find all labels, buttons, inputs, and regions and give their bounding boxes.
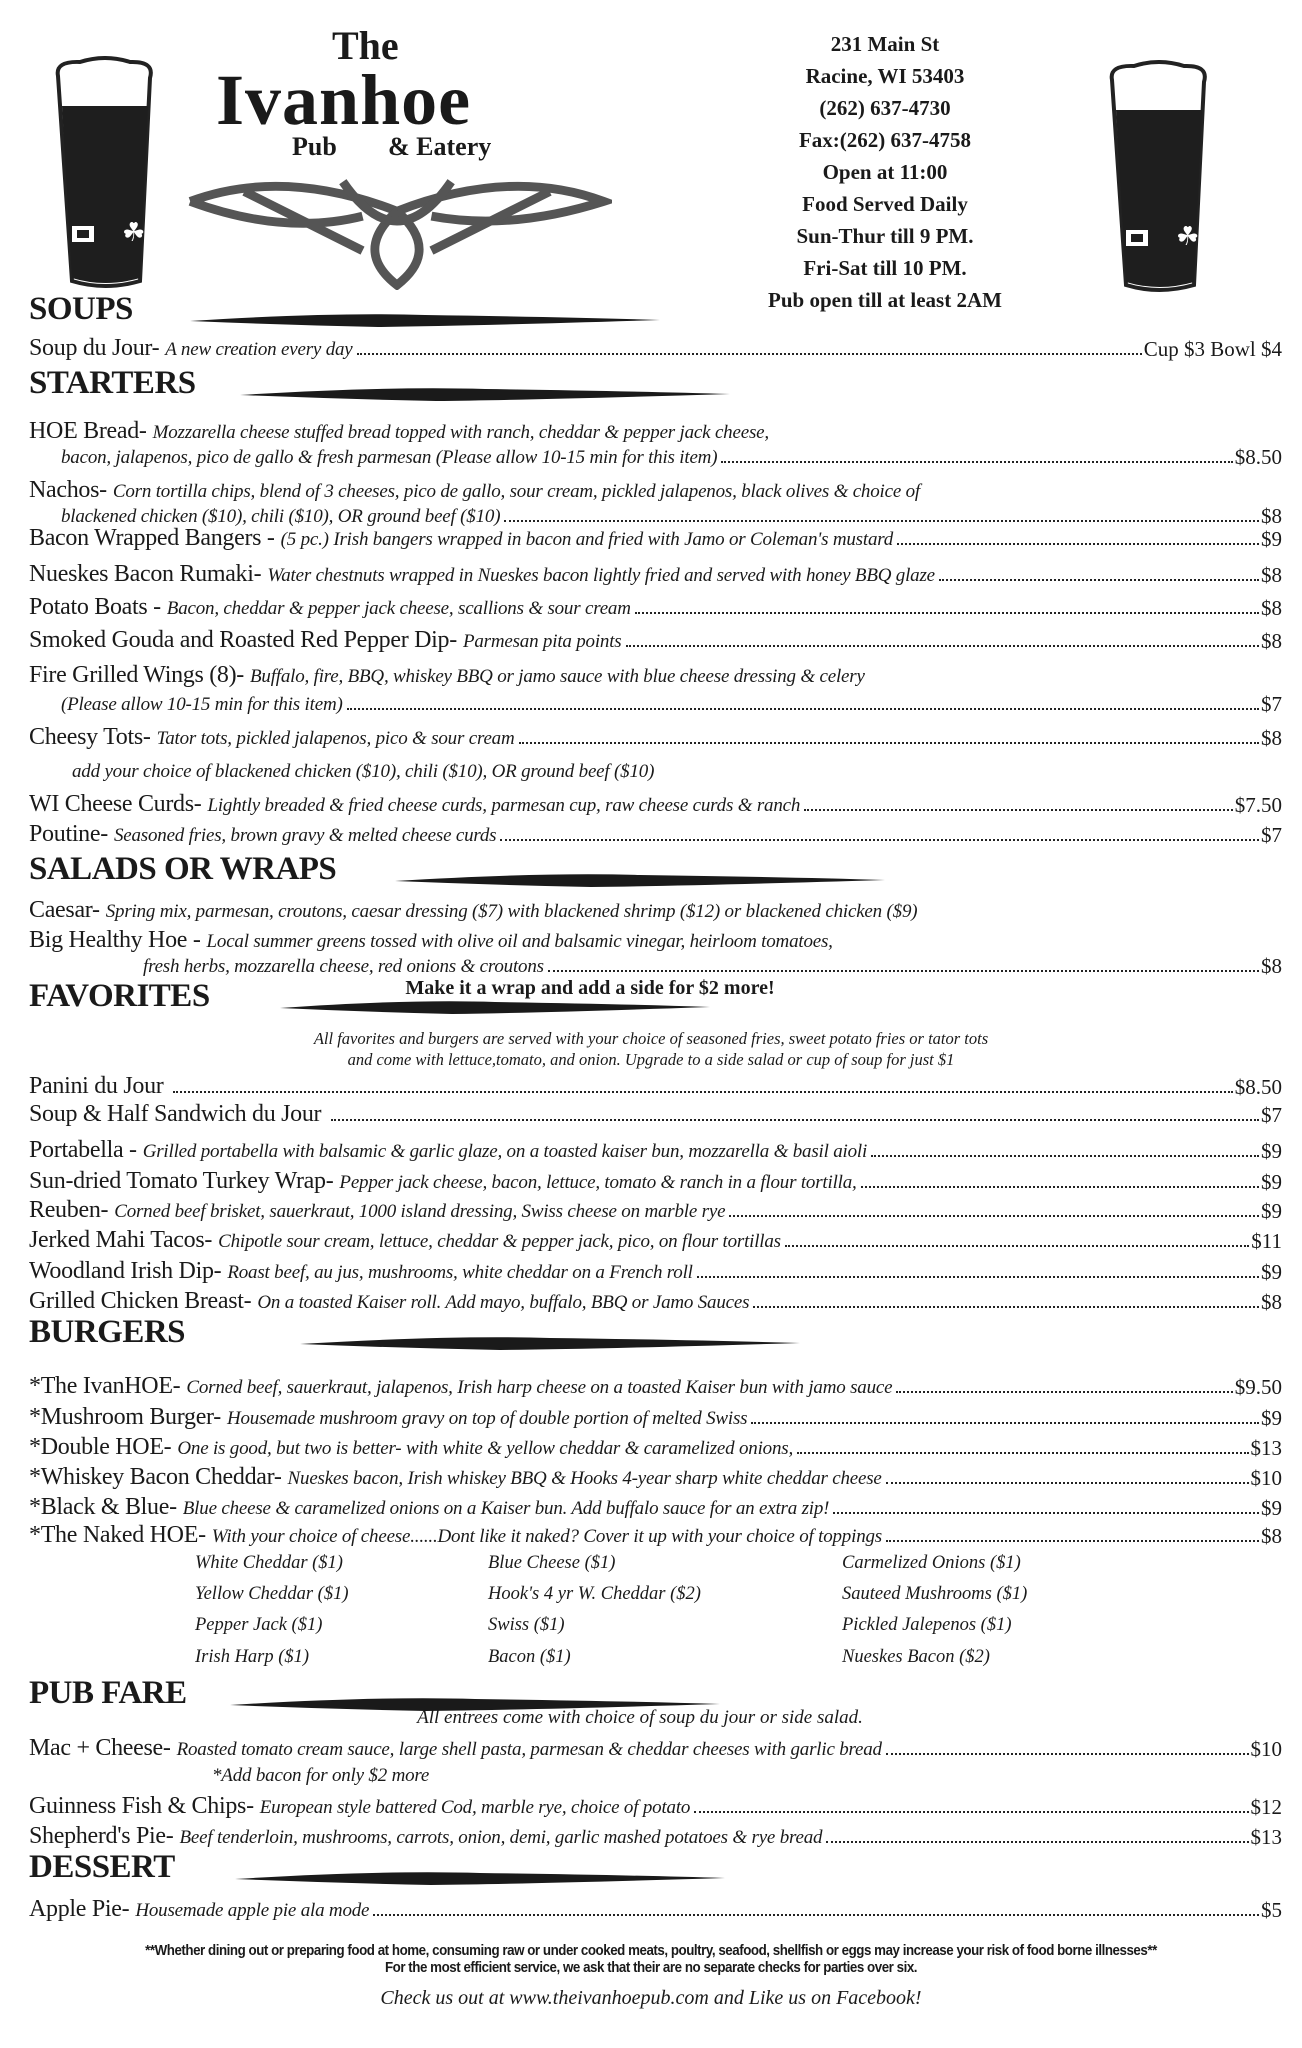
item-description: Lightly breaded & fried cheese curds, parmesan cup, raw cheese curds & ranch	[207, 795, 801, 817]
item-name: Guinness Fish & Chips-	[29, 1792, 254, 1819]
logo-eatery: & Eatery	[388, 132, 492, 161]
item-description: Parmesan pita points	[462, 631, 622, 653]
item-name: Sun-dried Tomato Turkey Wrap-	[29, 1167, 334, 1194]
item-note: add your choice of blackened chicken ($10), chili ($10), OR ground beef ($10)	[72, 761, 655, 783]
item-price: $8	[1261, 595, 1282, 620]
celtic-knot-logo	[182, 162, 612, 290]
logo-the: The	[332, 23, 399, 68]
menu-item	[29, 720, 1282, 750]
item-price: $10	[1250, 1736, 1282, 1761]
item-name: *The IvanHOE-	[29, 1372, 181, 1399]
menu-item	[29, 1490, 1282, 1520]
menu-item	[29, 1819, 1282, 1849]
menu-item-continued	[143, 948, 1282, 978]
menu-item-continued	[72, 753, 1282, 783]
dot-leader	[626, 645, 1260, 647]
beer-glass-icon	[50, 56, 160, 296]
topping-option: Yellow Cheddar ($1)	[195, 1584, 349, 1604]
item-price: $8.50	[1234, 444, 1282, 469]
item-price: $10	[1250, 1465, 1282, 1490]
dot-leader	[886, 1753, 1249, 1755]
dot-leader	[833, 1512, 1259, 1514]
item-price: $8	[1261, 562, 1282, 587]
item-description: Housemade mushroom gravy on top of double portion of melted Swiss	[226, 1408, 748, 1430]
dot-leader	[886, 1540, 1259, 1542]
item-note: *Add bacon for only $2 more	[212, 1765, 430, 1787]
item-name: Potato Boats -	[29, 593, 161, 620]
topping-option: Sauteed Mushrooms ($1)	[842, 1584, 1028, 1604]
starters-heading: STARTERS	[29, 365, 196, 401]
dot-leader	[897, 543, 1259, 545]
item-price: $8	[1261, 1289, 1282, 1314]
item-price: $13	[1250, 1824, 1282, 1849]
topping-option: Swiss ($1)	[488, 1615, 565, 1635]
food-safety-warning: **Whether dining out or preparing food at home, consuming raw or under cooked meats, poultry, seafood, shellfish or eggs may increase your risk of food borne illnesses**	[145, 1943, 1157, 1959]
dot-leader	[804, 809, 1233, 811]
hours-line: Sun-Thur till 9 PM.	[796, 224, 974, 248]
menu-item	[29, 1789, 1282, 1819]
topping-option: Hook's 4 yr W. Cheddar ($2)	[488, 1584, 701, 1604]
item-price: $9	[1261, 1138, 1282, 1163]
item-description: On a toasted Kaiser roll. Add mayo, buffalo, BBQ or Jamo Sauces	[257, 1292, 750, 1314]
logo-name: Ivanhoe	[216, 60, 472, 140]
item-description: Blue cheese & caramelized onions on a Kaiser bun. Add buffalo sauce for an extra zip!	[182, 1498, 830, 1520]
item-name: Jerked Mahi Tacos-	[29, 1226, 213, 1253]
item-description: Grilled portabella with balsamic & garlic glaze, on a toasted kaiser bun, mozzarella & basil aioli	[142, 1141, 868, 1163]
item-description-continued: (Please allow 10-15 min for this item)	[61, 694, 343, 716]
item-name: Reuben-	[29, 1196, 109, 1223]
dot-leader	[826, 1841, 1248, 1843]
item-name: Nachos-	[29, 476, 107, 503]
menu-item	[29, 1097, 1282, 1127]
item-price: $9	[1261, 526, 1282, 551]
item-name: Soup du Jour-	[29, 334, 160, 361]
item-description: Chipotle sour cream, lettuce, cheddar & pepper jack, pico, on flour tortillas	[218, 1231, 781, 1253]
item-name: Apple Pie-	[29, 1895, 130, 1922]
item-price: Cup $3 Bowl $4	[1143, 336, 1282, 361]
menu-item	[29, 1069, 1282, 1099]
item-description: Tator tots, pickled jalapenos, pico & sour cream	[156, 728, 515, 750]
item-name: WI Cheese Curds-	[29, 790, 202, 817]
menu-item	[29, 893, 1282, 923]
dot-leader	[519, 742, 1259, 744]
item-description: Roast beef, au jus, mushrooms, white cheddar on a French roll	[227, 1262, 693, 1284]
topping-option: Pickled Jalepenos ($1)	[842, 1615, 1012, 1635]
item-name: Bacon Wrapped Bangers -	[29, 524, 275, 551]
topping-option: Pepper Jack ($1)	[195, 1615, 323, 1635]
svg-text:☘: ☘	[1176, 222, 1200, 251]
dot-leader	[886, 1482, 1249, 1484]
item-name: Smoked Gouda and Roasted Red Pepper Dip-	[29, 626, 457, 653]
item-price: $9	[1261, 1169, 1282, 1194]
item-price: $7	[1261, 822, 1282, 847]
item-name: *Whiskey Bacon Cheddar-	[29, 1463, 282, 1490]
item-price: $9.50	[1234, 1374, 1282, 1399]
favorites-heading: FAVORITES	[29, 978, 210, 1014]
brush-stroke-divider	[300, 1335, 800, 1351]
menu-item	[29, 1254, 1282, 1284]
item-description: Housemade apple pie ala mode	[135, 1900, 370, 1922]
item-price: $7	[1261, 1102, 1282, 1127]
item-description: Mozzarella cheese stuffed bread topped with ranch, cheddar & pepper jack cheese,	[152, 422, 769, 444]
item-name: Caesar-	[29, 896, 100, 923]
menu-item	[29, 1133, 1282, 1163]
item-name: Mac + Cheese-	[29, 1734, 171, 1761]
item-description: Spring mix, parmesan, croutons, caesar dressing ($7) with blackened shrimp ($12) or blackened chicken ($9)	[105, 901, 918, 923]
item-description: Corn tortilla chips, blend of 3 cheeses, pico de gallo, sour cream, pickled jalapenos, black olives & choice of	[112, 481, 921, 503]
dot-leader	[173, 1091, 1232, 1093]
item-name: *Double HOE-	[29, 1433, 172, 1460]
item-price: $9	[1261, 1495, 1282, 1520]
menu-item	[29, 1193, 1282, 1223]
item-name: *Mushroom Burger-	[29, 1403, 221, 1430]
menu-item	[29, 1518, 1282, 1548]
dot-leader	[373, 1914, 1259, 1916]
item-description: Bacon, cheddar & pepper jack cheese, scallions & sour cream	[166, 598, 631, 620]
menu-item	[29, 1460, 1282, 1490]
dot-leader	[694, 1811, 1248, 1813]
salads-heading: SALADS OR WRAPS	[29, 851, 337, 887]
dot-leader	[751, 1422, 1259, 1424]
item-name: Nueskes Bacon Rumaki-	[29, 560, 262, 587]
menu-item	[29, 331, 1282, 361]
item-description: A new creation every day	[165, 339, 353, 361]
item-name: Shepherd's Pie-	[29, 1822, 174, 1849]
favorites-note: All favorites and burgers are served with your choice of seasoned fries, sweet potato fries or tator tots	[313, 1029, 989, 1048]
dot-leader	[861, 1186, 1259, 1188]
item-description: Nueskes bacon, Irish whiskey BBQ & Hooks 4-year sharp white cheddar cheese	[287, 1468, 882, 1490]
item-price: $5	[1261, 1897, 1282, 1922]
menu-item	[29, 817, 1282, 847]
dot-leader	[697, 1276, 1259, 1278]
item-price: $13	[1250, 1435, 1282, 1460]
item-price: $11	[1251, 1228, 1282, 1253]
item-description: Beef tenderloin, mushrooms, carrots, onion, demi, garlic mashed potatoes & rye bread	[179, 1827, 823, 1849]
wrap-note: Make it a wrap and add a side for $2 more!	[405, 977, 775, 999]
item-name: *Black & Blue-	[29, 1493, 177, 1520]
dot-leader	[500, 839, 1259, 841]
favorites-note: and come with lettuce,tomato, and onion. Upgrade to a side salad or cup of soup for just $1	[347, 1050, 955, 1069]
topping-option: White Cheddar ($1)	[195, 1553, 343, 1573]
menu-item	[29, 787, 1282, 817]
topping-option: Irish Harp ($1)	[195, 1647, 310, 1667]
burgers-heading: BURGERS	[29, 1314, 186, 1350]
item-description: Pepper jack cheese, bacon, lettuce, tomato & ranch in a flour tortilla,	[339, 1172, 857, 1194]
menu-item	[29, 1223, 1282, 1253]
item-description: Water chestnuts wrapped in Nueskes bacon lightly fried and served with honey BBQ glaze	[267, 565, 935, 587]
menu-item-continued	[212, 1757, 1282, 1787]
topping-option: Nueskes Bacon ($2)	[842, 1647, 990, 1667]
pubfare-note: All entrees come with choice of soup du jour or side salad.	[417, 1707, 863, 1728]
item-price: $7	[1261, 691, 1282, 716]
item-price: $8	[1261, 953, 1282, 978]
soups-heading: SOUPS	[29, 291, 133, 327]
item-price: $12	[1250, 1794, 1282, 1819]
item-name: Grilled Chicken Breast-	[29, 1287, 252, 1314]
item-description: European style battered Cod, marble rye, choice of potato	[259, 1797, 691, 1819]
dot-leader	[721, 461, 1232, 463]
item-price: $8	[1261, 725, 1282, 750]
item-description: Roasted tomato cream sauce, large shell pasta, parmesan & cheddar cheeses with garlic bread	[176, 1739, 882, 1761]
item-description: Buffalo, fire, BBQ, whiskey BBQ or jamo sauce with blue cheese dressing & celery	[249, 666, 865, 688]
brush-stroke-divider	[190, 312, 660, 328]
menu-item	[29, 1430, 1282, 1460]
address-line: 231 Main St	[830, 32, 940, 56]
item-name: Big Healthy Hoe -	[29, 926, 201, 953]
brush-stroke-divider	[235, 1870, 725, 1886]
topping-option: Blue Cheese ($1)	[488, 1553, 616, 1573]
item-description: Corned beef, sauerkraut, jalapenos, Irish harp cheese on a toasted Kaiser bun with jamo sauce	[186, 1377, 893, 1399]
item-name: Woodland Irish Dip-	[29, 1257, 222, 1284]
dot-leader	[347, 708, 1259, 710]
item-price: $8	[1261, 628, 1282, 653]
menu-item	[29, 557, 1282, 587]
separate-checks-note: For the most efficient service, we ask that their are no separate checks for parties over six.	[384, 1960, 918, 1976]
logo-pub: Pub	[292, 132, 337, 161]
item-description-continued: blackened chicken ($10), chili ($10), OR ground beef ($10)	[61, 506, 501, 528]
item-price: $8.50	[1234, 1074, 1282, 1099]
item-description: Seasoned fries, brown gravy & melted cheese curds	[113, 825, 497, 847]
brush-stroke-divider	[240, 386, 730, 402]
menu-item	[29, 590, 1282, 620]
menu-item	[29, 658, 1282, 688]
item-name: Panini du Jour	[29, 1072, 164, 1099]
brush-stroke-divider	[395, 872, 885, 888]
item-price: $9	[1261, 1198, 1282, 1223]
item-description: With your choice of cheese......Dont like it naked? Cover it up with your choice of toppings	[211, 1526, 882, 1548]
item-name: *The Naked HOE-	[29, 1521, 206, 1548]
item-name: Portabella -	[29, 1136, 137, 1163]
menu-item-continued	[61, 686, 1282, 716]
item-name: HOE Bread-	[29, 417, 147, 444]
fax: Fax:(262) 637-4758	[798, 128, 972, 152]
dot-leader	[331, 1119, 1259, 1121]
dot-leader	[357, 353, 1142, 355]
item-name: Fire Grilled Wings (8)-	[29, 661, 244, 688]
menu-item	[29, 1164, 1282, 1194]
dot-leader	[939, 579, 1259, 581]
item-description: One is good, but two is better- with white & yellow cheddar & caramelized onions,	[177, 1438, 794, 1460]
item-price: $9	[1261, 1405, 1282, 1430]
menu-item-continued	[61, 439, 1282, 469]
dessert-heading: DESSERT	[29, 1849, 175, 1885]
dot-leader	[753, 1306, 1259, 1308]
hours-line: Open at 11:00	[822, 160, 948, 184]
pubfare-heading: PUB FARE	[29, 1675, 187, 1711]
item-description: Local summer greens tossed with olive oil and balsamic vinegar, heirloom tomatoes,	[206, 931, 833, 953]
menu-item	[29, 1892, 1282, 1922]
item-description: Corned beef brisket, sauerkraut, 1000 island dressing, Swiss cheese on marble rye	[114, 1201, 726, 1223]
website-line: Check us out at www.theivanhoepub.com and Like us on Facebook!	[380, 1987, 922, 2009]
item-price: $7.50	[1234, 792, 1282, 817]
beer-glass-icon	[1104, 60, 1214, 300]
topping-option: Carmelized Onions ($1)	[842, 1553, 1021, 1573]
hours-line: Pub open till at least 2AM	[768, 288, 1002, 312]
item-name: Poutine-	[29, 820, 108, 847]
topping-option: Bacon ($1)	[488, 1647, 571, 1667]
item-description-continued: fresh herbs, mozzarella cheese, red onions & croutons	[143, 956, 544, 978]
phone: (262) 637-4730	[819, 96, 951, 120]
item-price: $8	[1261, 503, 1282, 528]
brush-stroke-divider	[280, 999, 710, 1015]
menu-item	[29, 521, 1282, 551]
dot-leader	[871, 1155, 1259, 1157]
item-description-continued: bacon, jalapenos, pico de gallo & fresh parmesan (Please allow 10-15 min for this item)	[61, 447, 718, 469]
address-line: Racine, WI 53403	[805, 64, 965, 88]
menu-item	[29, 623, 1282, 653]
dot-leader	[785, 1245, 1249, 1247]
dot-leader	[548, 970, 1259, 972]
menu-item	[29, 1284, 1282, 1314]
hours-line: Fri-Sat till 10 PM.	[803, 256, 967, 280]
address-block	[700, 28, 1070, 316]
hours-line: Food Served Daily	[802, 192, 968, 216]
menu-item	[29, 1400, 1282, 1430]
item-name: Cheesy Tots-	[29, 723, 151, 750]
dot-leader	[635, 612, 1259, 614]
dot-leader	[729, 1215, 1259, 1217]
item-description: (5 pc.) Irish bangers wrapped in bacon and fried with Jamo or Coleman's mustard	[280, 529, 894, 551]
svg-text:☘: ☘	[122, 218, 146, 247]
item-name: Soup & Half Sandwich du Jour	[29, 1100, 322, 1127]
menu-item	[29, 1369, 1282, 1399]
dot-leader	[896, 1391, 1232, 1393]
item-price: $8	[1261, 1523, 1282, 1548]
dot-leader	[797, 1452, 1248, 1454]
item-price: $9	[1261, 1259, 1282, 1284]
